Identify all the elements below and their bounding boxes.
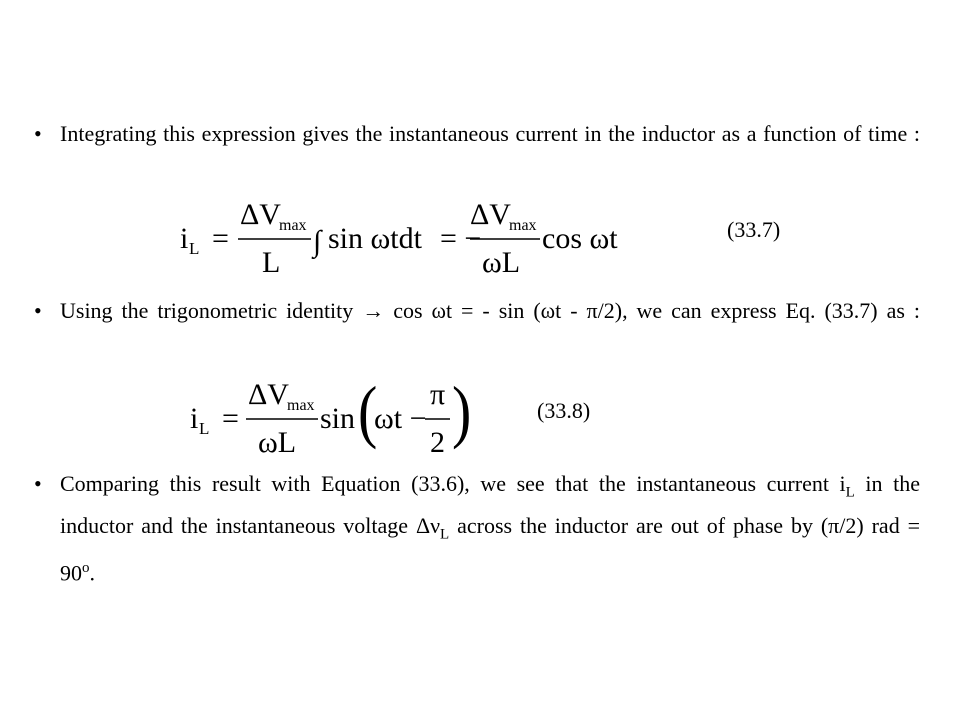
- eq-denominator-l: L: [262, 246, 281, 279]
- eq-delta-v: ΔV: [240, 198, 281, 231]
- eq-pi: π: [430, 378, 446, 411]
- eq-lhs-i: i: [190, 402, 199, 435]
- eq-integral: ∫: [313, 225, 322, 258]
- eq-omega-t-minus: ωt −: [374, 402, 427, 435]
- equation-33-8: [180, 372, 480, 467]
- eq-delta-v-2: ΔV: [470, 198, 511, 231]
- eq-left-paren: (: [358, 372, 378, 450]
- paragraph-integration: [34, 117, 920, 183]
- text-segment: in the inductor and the instantaneous voltage Δν: [60, 471, 920, 539]
- eq-denominator-omega-l: ωL: [482, 246, 521, 279]
- eq-equals: =: [222, 402, 239, 435]
- eq-max-sub-2: max: [509, 217, 537, 234]
- paragraph-trig-identity: [34, 294, 920, 360]
- bullet: •: [34, 298, 42, 323]
- eq-sin: sin: [320, 402, 356, 435]
- eq-lhs-sub: L: [189, 239, 200, 258]
- paragraph-phase-comparison: [34, 467, 920, 622]
- subscript-l: L: [440, 526, 450, 543]
- paragraph-text: Using the trigonometric identity → cos ωt = - sin (ωt - π/2), we can express Eq. (33.7) as :: [60, 298, 920, 323]
- eq-denominator-omega-l: ωL: [258, 426, 297, 459]
- text-segment: Comparing this result with Equation (33.6), we see that the instantaneous current i: [60, 471, 846, 496]
- bullet: •: [34, 471, 42, 496]
- eq-cos-omega-t: cos ωt: [542, 222, 618, 255]
- eq-lhs-i: i: [180, 222, 189, 255]
- text-segment: .: [89, 560, 95, 586]
- eq-two: 2: [430, 426, 445, 459]
- paragraph-text: Integrating this expression gives the instantaneous current in the inductor as a function of time :: [60, 121, 920, 146]
- eq-right-paren: ): [452, 372, 472, 450]
- eq-integrand: sin ωtdt: [328, 222, 422, 255]
- paragraph-text: [60, 467, 920, 622]
- equation-33-7: [150, 190, 630, 285]
- eq-equals-minus: = −: [440, 222, 482, 255]
- eq-delta-v: ΔV: [248, 378, 289, 411]
- superscript-degree: o: [82, 559, 90, 576]
- equation-number-33-7: (33.7): [727, 217, 781, 242]
- eq-max-sub: max: [279, 217, 307, 234]
- eq-max-sub: max: [287, 397, 315, 414]
- text-segment: across the inductor are out of phase by (π/2) rad = 90: [60, 513, 920, 586]
- bullet: •: [34, 121, 42, 146]
- subscript-l: L: [845, 484, 855, 501]
- eq-lhs-sub: L: [199, 419, 210, 438]
- equation-number-33-8: (33.8): [537, 398, 591, 423]
- eq-equals: =: [212, 222, 229, 255]
